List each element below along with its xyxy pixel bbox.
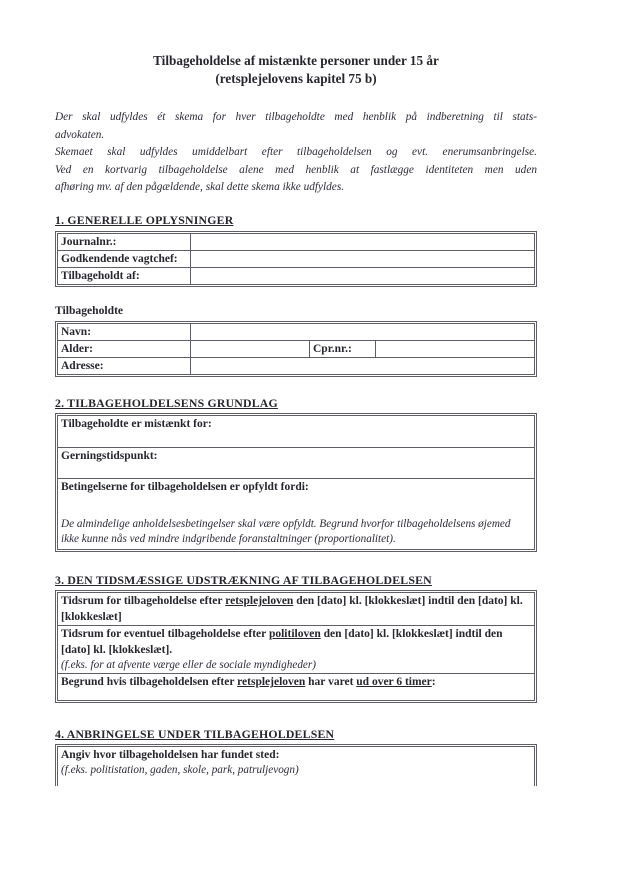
address-value-cell xyxy=(191,357,535,374)
intro-line: Skemaet skal udfyldes umiddelbart efter tilbageholdelsen og evt. enerumsanbringelse. xyxy=(55,146,537,159)
table-row xyxy=(58,447,535,478)
duration-retsplejeloven-cell: Tidsrum for tilbageholdelse efter retsplejeloven den [dato] kl. [klokkeslæt] indtil den [dato] kl. [klokkeslæt] xyxy=(58,592,535,625)
intro-line: Ved en kortvarig tilbageholdelse alene med henblik at fastlægge identiteten men uden xyxy=(55,163,537,176)
detainee-subheading: Tilbageholdte xyxy=(55,303,124,317)
offence-time-cell xyxy=(58,447,535,478)
offence-time-label: Gerningstidspunkt: xyxy=(61,449,158,462)
duration-politiloven-note: (f.eks. for at afvente værge eller de sociale myndigheder) xyxy=(61,658,316,671)
intro-line: afhøring mv. af den pågældende, skal dette skema ikke udfyldes. xyxy=(55,181,345,194)
page-title-line1: Tilbageholdelse af mistænkte personer under 15 år xyxy=(153,53,439,68)
age-label: Alder: xyxy=(58,340,191,357)
conditions-label: Betingelserne for tilbageholdelsen er opfyldt fordi: xyxy=(61,480,309,493)
section-2-heading: 2. TILBAGEHOLDELSENS GRUNDLAG xyxy=(55,395,278,410)
over-6-hours-cell: Begrund hvis tilbageholdelsen efter retsplejeloven har varet ud over 6 timer: xyxy=(58,674,535,701)
table-row xyxy=(58,625,535,674)
over-6-timer-underlined: ud over 6 timer xyxy=(356,676,432,689)
conditions-note: De almindelige anholdelsesbetingelser skal være opfyldt. Begrund hvorfor tilbageholdelsens øjemed ikke kunne nås ved mindre indgribende foranstaltninger (proportionalitet). xyxy=(61,517,511,546)
cpr-value-cell xyxy=(376,340,535,357)
retsplejeloven-underlined: retsplejeloven xyxy=(225,594,294,607)
placement-location-note: (f.eks. politistation, gaden, skole, park, patruljevogn) xyxy=(61,764,299,777)
section-4-heading: 4. ANBRINGELSE UNDER TILBAGEHOLDELSEN xyxy=(55,727,335,742)
intro-line: advokaten. xyxy=(55,128,105,141)
detained-by-value-cell xyxy=(191,267,535,284)
table-row xyxy=(58,592,535,625)
table-row xyxy=(58,415,535,447)
duration-table xyxy=(55,590,537,704)
journalnr-label: Journalnr.: xyxy=(58,233,191,250)
journalnr-value-cell xyxy=(191,233,535,250)
table-row xyxy=(58,250,535,267)
conditions-cell xyxy=(58,478,535,549)
section-1-heading: 1. GENERELLE OPLYSNINGER xyxy=(55,212,234,227)
page-title-line2: (retsplejelovens kapitel 75 b) xyxy=(215,71,377,86)
table-row xyxy=(58,357,535,374)
general-info-table xyxy=(55,231,537,287)
section-3-heading: 3. DEN TIDSMÆSSIGE UDSTRÆKNING AF TILBAGEHOLDELSEN xyxy=(55,572,432,587)
suspected-for-label: Tilbageholdte er mistænkt for: xyxy=(61,417,212,430)
retsplejeloven-underlined: retsplejeloven xyxy=(237,676,306,689)
approving-officer-value-cell xyxy=(191,250,535,267)
table-row xyxy=(58,340,535,357)
age-value-cell xyxy=(191,340,310,357)
page-title xyxy=(55,0,537,88)
placement-table-cutoff xyxy=(55,744,537,786)
duration-politiloven-cell: Tidsrum for eventuel tilbageholdelse efter politiloven den [dato] kl. [klokkeslæt] indtil den [dato] kl. [klokkeslæt]. (f.eks. for at afvente værge eller de sociale myndigheder) xyxy=(58,625,535,674)
table-row xyxy=(58,674,535,701)
table-row xyxy=(58,478,535,549)
placement-location-label: Angiv hvor tilbageholdelsen har fundet sted: xyxy=(61,749,280,762)
name-value-cell xyxy=(191,323,535,340)
politiloven-underlined: politiloven xyxy=(268,627,321,640)
address-label: Adresse: xyxy=(58,357,191,374)
detained-by-label: Tilbageholdt af: xyxy=(58,267,191,284)
cpr-label: Cpr.nr.: xyxy=(310,340,376,357)
intro-line: Der skal udfyldes ét skema for hver tilbageholdte med henblik på indberetning til stats- xyxy=(55,111,537,123)
table-row xyxy=(58,233,535,250)
suspected-for-cell xyxy=(58,415,535,447)
table-row xyxy=(58,267,535,284)
name-label: Navn: xyxy=(58,323,191,340)
detainee-table xyxy=(55,321,537,377)
placement-location-cell xyxy=(57,746,535,786)
intro-paragraph xyxy=(55,109,537,197)
table-row xyxy=(58,323,535,340)
approving-officer-label: Godkendende vagtchef: xyxy=(58,250,191,267)
grounds-table xyxy=(55,413,537,552)
